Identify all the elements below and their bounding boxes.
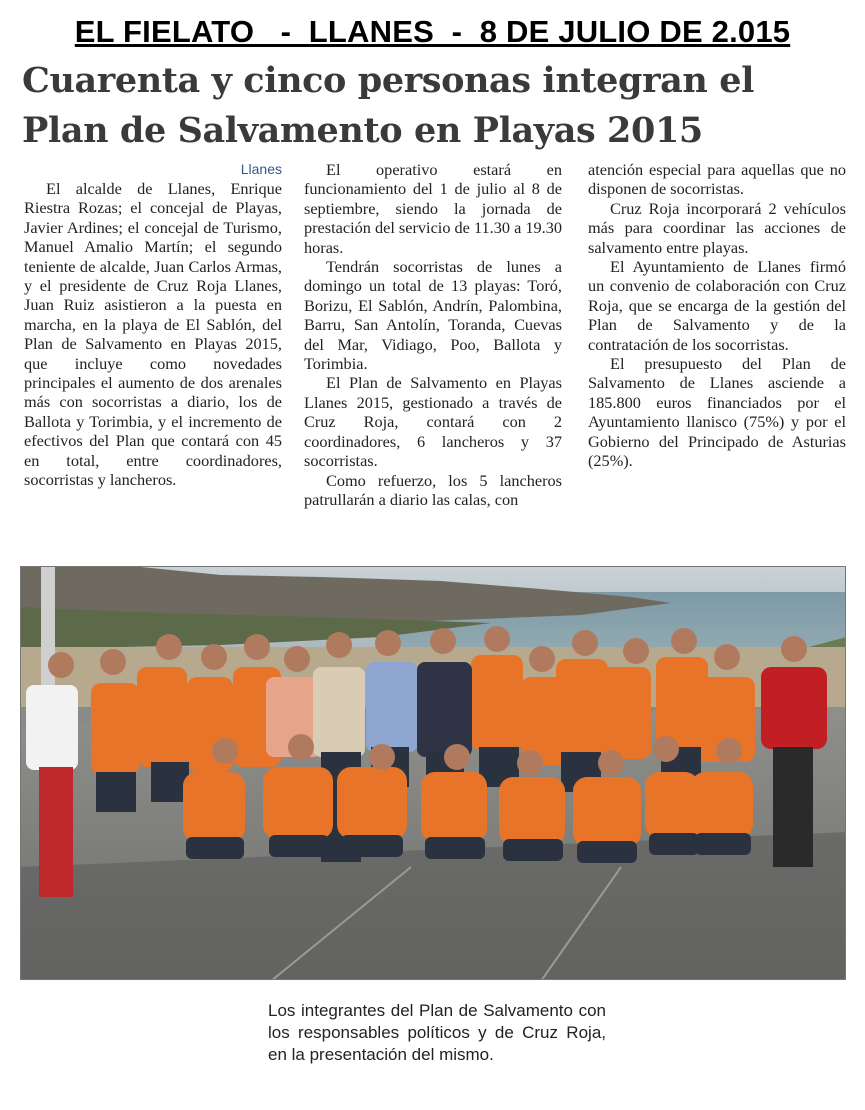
paragraph: El presupuesto del Plan de Salvamento de Llanes asciende a 185.800 euros financiados por el Ayuntamiento llanisco (75%) y por el Gobierno del Principado de Asturias (25%). bbox=[588, 354, 846, 471]
paragraph: El operativo estará en funcionamiento del 1 de julio al 8 de septiembre, siendo la jornada de prestación del servicio de 11.30 a 19.30 horas. bbox=[304, 160, 563, 257]
article-column-1 bbox=[24, 160, 282, 490]
article-column-2 bbox=[304, 160, 562, 509]
headline-line-1: Cuarenta y cinco personas integran el bbox=[22, 60, 754, 101]
group-photo bbox=[20, 566, 846, 980]
article-headline bbox=[22, 56, 852, 156]
photo-caption: Los integrantes del Plan de Salvamento con los responsables políticos y de Cruz Roja, en la presentación del mismo. bbox=[268, 1001, 606, 1064]
paragraph: El Ayuntamiento de Llanes firmó un convenio de colaboración con Cruz Roja, que se encarga de la gestión del Plan de Salvamento y de la contratación de los socorristas. bbox=[588, 257, 846, 354]
paragraph: El alcalde de Llanes, Enrique Riestra Rozas; el concejal de Playas, Javier Ardines; el concejal de Turismo, Manuel Amalio Martín; el segundo teniente de alcalde, Juan Carlos Armas, y el presidente de Cruz Roja Llanes, Juan Ruiz asistieron a la puesta en marcha, en la playa de El Sablón, del Plan de Salvamento en Playas 2015, que incluye como novedades principales el aumento de dos arenales más con socorristas a diario, los de Ballota y Torimbia, y el incremento de efectivos del Plan que contará con 45 en total, entre coordinadores, socorristas y lancheros. bbox=[24, 179, 282, 490]
group-photo-illustration bbox=[21, 567, 846, 980]
paragraph: Tendrán socorristas de lunes a domingo un total de 13 playas: Toró, Borizu, El Sablón, Andrín, Palombina, Barru, San Antolín, Toranda, Cuevas del Mar, Vidiago, Poo, Ballota y Torimbia. bbox=[304, 257, 562, 374]
headline-line-2: Plan de Salvamento en Playas 2015 bbox=[22, 110, 703, 151]
paragraph: El Plan de Salvamento en Playas Llanes 2015, gestionado a través de Cruz Roja, contará con 2 coordinadores, 6 lancheros y 37 socorristas. bbox=[304, 373, 562, 471]
newspaper-header: EL FIELATO - LLANES - 8 DE JULIO DE 2.015 bbox=[74, 14, 791, 49]
dateline: Llanes bbox=[240, 161, 282, 177]
paragraph: Como refuerzo, los 5 lancheros patrullarán a diario las calas, con bbox=[304, 470, 562, 509]
article-column-3 bbox=[588, 160, 846, 471]
paragraph: Cruz Roja incorporará 2 vehículos más para coordinar las acciones de salvamento entre playas. bbox=[588, 198, 846, 257]
paragraph-continuation: atención especial para aquellas que no disponen de socorristas. bbox=[588, 160, 846, 199]
